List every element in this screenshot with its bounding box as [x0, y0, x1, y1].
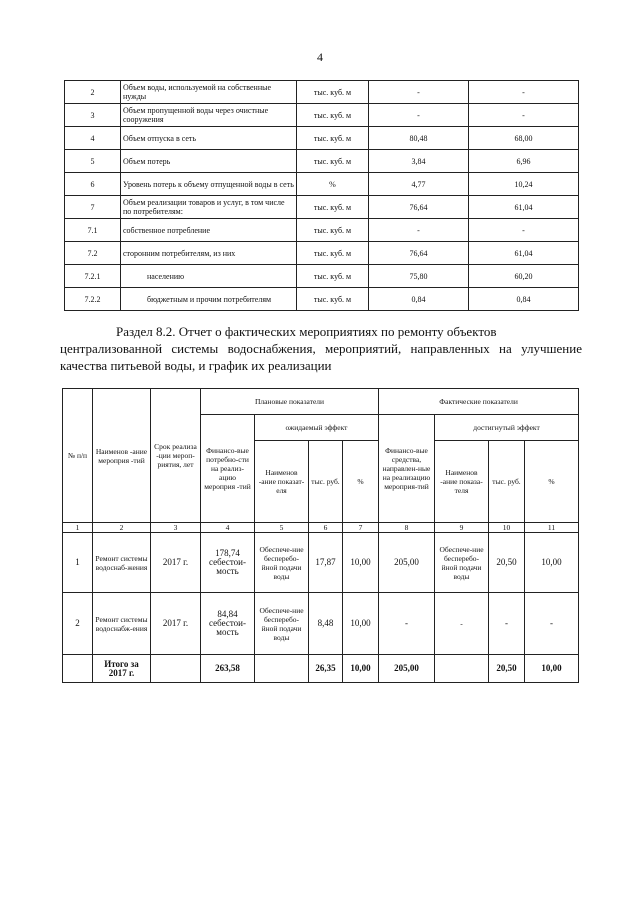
header-plan-fin: Финансо-вые потребно-сти на реализ-ацию мероприя -тий — [201, 415, 255, 523]
header-ach-pct: % — [525, 441, 579, 523]
row-number: 6 — [65, 173, 121, 196]
row-name: Уровень потерь к объему отпущенной воды в сеть — [121, 173, 297, 196]
section-heading-rest: централизованной системы водоснабжения, мероприятий, направленных на улучшение качества питьевой воды, и график их реализации — [60, 341, 582, 373]
section-heading — [60, 323, 582, 374]
row-ach-indicator: Обеспече-ние бесперебо-йной подачи воды — [435, 533, 489, 593]
row-exp-indicator: Обеспече-ние бесперебо-йной подачи воды — [255, 533, 309, 593]
row-unit: тыс. куб. м — [297, 265, 369, 288]
page-number: 4 — [317, 50, 323, 64]
row-ach-indicator: - — [435, 593, 489, 655]
row-plan-fin: 178,74 себестои-мость — [201, 533, 255, 593]
row-no: 1 — [63, 533, 93, 593]
row-value-2: - — [469, 81, 579, 104]
indicators-table — [64, 80, 579, 311]
row-value-2: 68,00 — [469, 127, 579, 150]
row-name: Объем реализации товаров и услуг, в том числе по потребителям: — [121, 196, 297, 219]
row-name: Объем отпуска в сеть — [121, 127, 297, 150]
col-num: 5 — [255, 523, 309, 533]
total-ach-rub: 20,50 — [489, 655, 525, 683]
header-exp-pct: % — [343, 441, 379, 523]
row-plan-fin: 84,84 себестои-мость — [201, 593, 255, 655]
row-value-2: 61,04 — [469, 242, 579, 265]
row-name: Ремонт системы водоснаб-жения — [93, 533, 151, 593]
table-row — [65, 173, 579, 196]
total-row — [63, 655, 579, 683]
row-number: 7.1 — [65, 219, 121, 242]
row-name: Объем потерь — [121, 150, 297, 173]
col-num: 6 — [309, 523, 343, 533]
total-term — [151, 655, 201, 683]
row-value-2: - — [469, 104, 579, 127]
table-row — [63, 533, 579, 593]
row-number: 2 — [65, 81, 121, 104]
header-ach-indicator: Наименов -ание показа-теля — [435, 441, 489, 523]
column-numbers-row — [63, 523, 579, 533]
header-exp-indicator: Наименов -ание показат-еля — [255, 441, 309, 523]
header-plan: Плановые показатели — [201, 389, 379, 415]
row-value-2: - — [469, 219, 579, 242]
header-achieved: достигнутый эффект — [435, 415, 579, 441]
col-num: 2 — [93, 523, 151, 533]
table-row — [65, 219, 579, 242]
row-unit: тыс. куб. м — [297, 242, 369, 265]
row-name: населению — [121, 265, 297, 288]
row-ach-rub: - — [489, 593, 525, 655]
row-value-1: 0,84 — [369, 288, 469, 311]
row-value-2: 10,24 — [469, 173, 579, 196]
header-ach-rub: тыс. руб. — [489, 441, 525, 523]
row-value-1: 3,84 — [369, 150, 469, 173]
col-num: 3 — [151, 523, 201, 533]
row-exp-rub: 8,48 — [309, 593, 343, 655]
header-fact: Фактические показатели — [379, 389, 579, 415]
row-value-2: 6,96 — [469, 150, 579, 173]
row-exp-rub: 17,87 — [309, 533, 343, 593]
header-fact-fin: Финансо-вые средства, направлен-ные на реализацию мероприя-тий — [379, 415, 435, 523]
table-row — [65, 242, 579, 265]
row-value-1: - — [369, 219, 469, 242]
row-name: Ремонт системы водоснабж-ения — [93, 593, 151, 655]
row-value-1: 75,80 — [369, 265, 469, 288]
row-unit: тыс. куб. м — [297, 127, 369, 150]
row-value-1: 80,48 — [369, 127, 469, 150]
row-value-1: 76,64 — [369, 196, 469, 219]
row-number: 5 — [65, 150, 121, 173]
row-name: собственное потребление — [121, 219, 297, 242]
header-expected: ожидаемый эффект — [255, 415, 379, 441]
row-value-1: - — [369, 81, 469, 104]
col-num: 11 — [525, 523, 579, 533]
row-unit: тыс. куб. м — [297, 150, 369, 173]
total-ach-pct: 10,00 — [525, 655, 579, 683]
table-row — [65, 288, 579, 311]
row-value-1: 4,77 — [369, 173, 469, 196]
header-exp-rub: тыс. руб. — [309, 441, 343, 523]
row-fact-fin: - — [379, 593, 435, 655]
row-term: 2017 г. — [151, 533, 201, 593]
row-unit: тыс. куб. м — [297, 196, 369, 219]
row-ach-rub: 20,50 — [489, 533, 525, 593]
row-name: бюджетным и прочим потребителям — [121, 288, 297, 311]
row-exp-pct: 10,00 — [343, 533, 379, 593]
row-unit: тыс. куб. м — [297, 81, 369, 104]
col-num: 8 — [379, 523, 435, 533]
row-unit: тыс. куб. м — [297, 219, 369, 242]
row-unit: % — [297, 173, 369, 196]
row-number: 7.2.2 — [65, 288, 121, 311]
total-fact-fin: 205,00 — [379, 655, 435, 683]
row-number: 4 — [65, 127, 121, 150]
total-label: Итого за 2017 г. — [93, 655, 151, 683]
row-exp-indicator: Обеспече-ние бесперебо-йной подачи воды — [255, 593, 309, 655]
row-number: 3 — [65, 104, 121, 127]
total-no — [63, 655, 93, 683]
row-number: 7 — [65, 196, 121, 219]
row-unit: тыс. куб. м — [297, 288, 369, 311]
table-row — [65, 81, 579, 104]
table-row — [65, 150, 579, 173]
header-name: Наименов -ание мероприя -тий — [93, 389, 151, 523]
row-ach-pct: - — [525, 593, 579, 655]
row-value-1: - — [369, 104, 469, 127]
measures-table — [62, 388, 579, 683]
row-value-2: 61,04 — [469, 196, 579, 219]
total-exp-rub: 26,35 — [309, 655, 343, 683]
col-num: 4 — [201, 523, 255, 533]
total-exp-indicator — [255, 655, 309, 683]
row-value-2: 60,20 — [469, 265, 579, 288]
row-name: Объем воды, используемой на собственные нужды — [121, 81, 297, 104]
table-row — [65, 127, 579, 150]
row-name: Объем пропущенной воды через очистные сооружения — [121, 104, 297, 127]
table-row — [63, 593, 579, 655]
header-term: Срок реализа -ции мероп-риятия, лет — [151, 389, 201, 523]
col-num: 1 — [63, 523, 93, 533]
header-no: № п/п — [63, 389, 93, 523]
row-number: 7.2.1 — [65, 265, 121, 288]
row-value-2: 0,84 — [469, 288, 579, 311]
table-row — [65, 196, 579, 219]
section-heading-line1: Раздел 8.2. Отчет о фактических мероприятиях по ремонту объектов — [116, 324, 497, 339]
total-plan-fin: 263,58 — [201, 655, 255, 683]
col-num: 10 — [489, 523, 525, 533]
row-unit: тыс. куб. м — [297, 104, 369, 127]
total-exp-pct: 10,00 — [343, 655, 379, 683]
row-value-1: 76,64 — [369, 242, 469, 265]
row-exp-pct: 10,00 — [343, 593, 379, 655]
col-num: 9 — [435, 523, 489, 533]
row-name: сторонним потребителям, из них — [121, 242, 297, 265]
col-num: 7 — [343, 523, 379, 533]
row-no: 2 — [63, 593, 93, 655]
row-fact-fin: 205,00 — [379, 533, 435, 593]
row-term: 2017 г. — [151, 593, 201, 655]
row-number: 7.2 — [65, 242, 121, 265]
table-row — [65, 104, 579, 127]
total-ach-indicator — [435, 655, 489, 683]
table-row — [65, 265, 579, 288]
row-ach-pct: 10,00 — [525, 533, 579, 593]
